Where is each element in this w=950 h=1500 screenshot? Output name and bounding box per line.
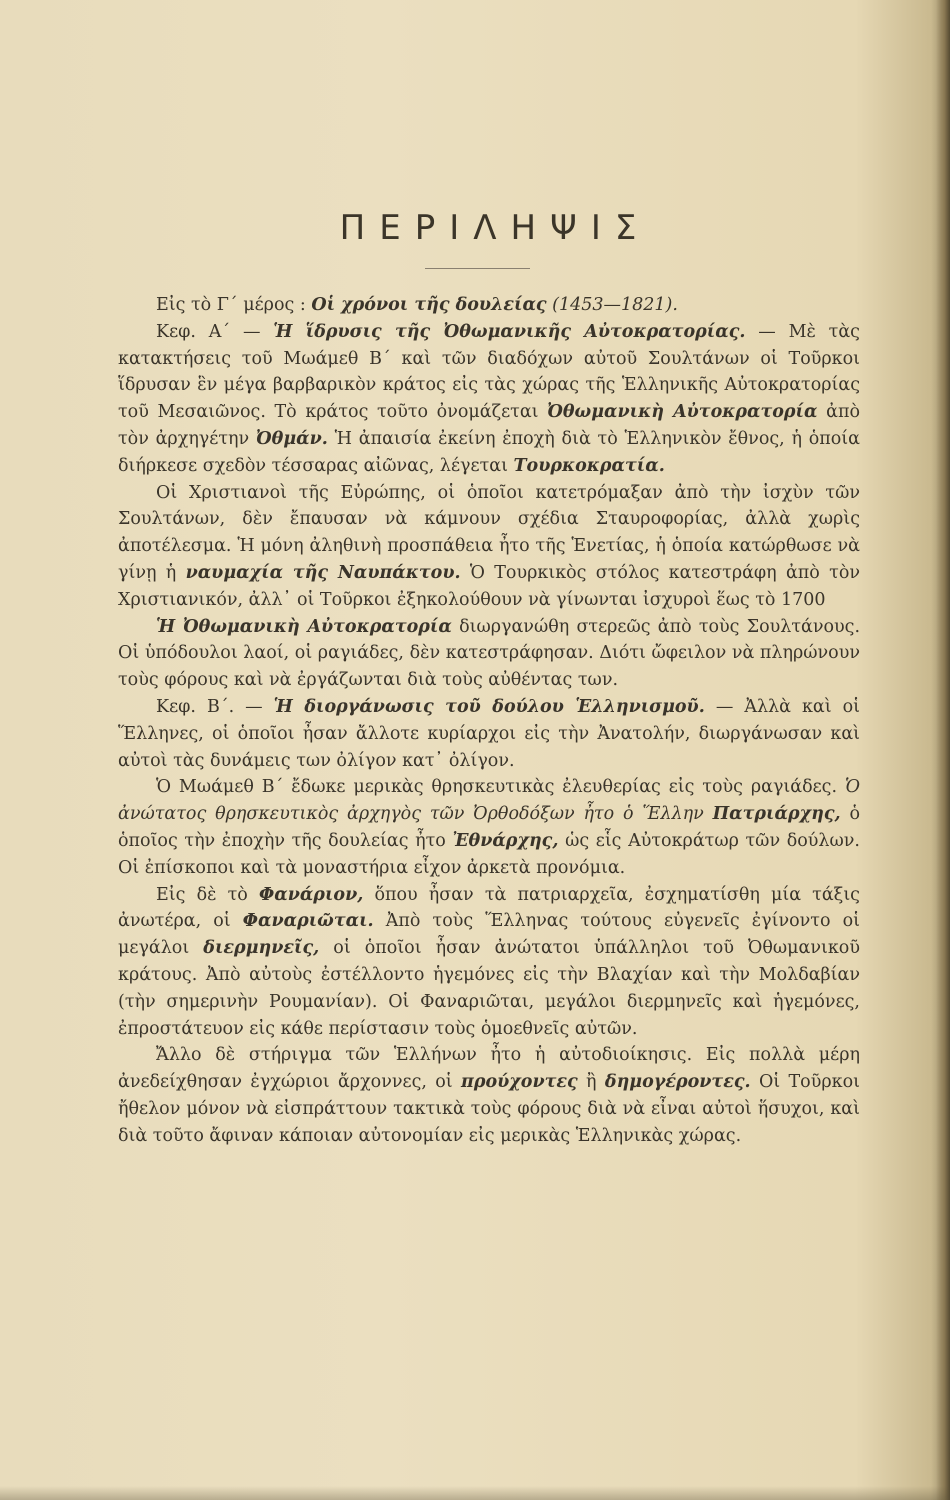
chapter-a-paragraph-1 — [118, 319, 860, 480]
emphasis-term: Φανάριον, — [258, 884, 364, 905]
chapter-b-text: ἢ — [586, 1072, 597, 1093]
emphasis-term: δημογέροντες. — [604, 1072, 751, 1093]
chapter-b-text: οἱ ὁποῖοι ἦσαν ἀνώτατοι ὑπάλληλοι τοῦ Ὀθωμανικοῦ κράτους. Ἀπὸ αὐτοὺς ἐστέλλοντο ἡγεμόνες εἰς τὴν Βλαχίαν καὶ τὴν Μολδαβίαν (τὴν σημερινὴν Ρουμανίαν). Οἱ Φαναριῶται, μεγάλοι διερμηνεῖς καὶ ἡγεμόνες, ἐπροστάτευον εἰς κάθε περίστασιν τοὺς ὁμοεθνεῖς αὐτῶν. — [118, 938, 860, 1039]
part-heading-line — [118, 292, 860, 319]
part-heading: Οἱ χρόνοι τῆς δουλείας — [311, 295, 547, 315]
chapter-b-paragraph-3 — [118, 882, 860, 1043]
chapter-a-text: Ὁ Τουρκικὸς στόλος κατεστράφη ἀπὸ τὸν Χριστιανικόν, ἀλλ᾽ οἱ Τοῦρκοι ἐξηκολούθουν νὰ γίνωνται ἰσχυροὶ ἕως τὸ 1700 — [118, 562, 860, 610]
emphasis-term: Πατριάρχης, — [712, 804, 841, 825]
emphasis-term: διερμηνεῖς, — [203, 938, 320, 959]
emphasis-term: Φαναριῶται. — [242, 911, 374, 932]
chapter-b-text: Εἰς δὲ τὸ — [156, 884, 248, 905]
chapter-a-text: — Μὲ τὰς κατακτήσεις τοῦ Μωάμεθ Β΄ καὶ τῶν διαδόχων αὐτοῦ Σουλτάνων οἱ Τοῦρκοι ἵδρυσαν ἓν μέγα βαρβαρικὸν κράτος εἰς τὰς χώρας τῆς Ἑλληνικῆς Αὐτοκρατορίας τοῦ Μεσαιῶνος. Τὸ κράτος τοῦτο ὀνομάζεται — [118, 321, 860, 423]
emphasis-term: Ἐθνάρχης, — [452, 830, 559, 851]
title-divider — [425, 268, 530, 269]
part-lead: Εἰς τὸ Γ΄ μέρος : — [156, 295, 306, 315]
chapter-b-paragraph-1 — [118, 694, 860, 774]
chapter-a-paragraph-3 — [118, 614, 860, 694]
page-title: ΠΕΡΙΛΗΨΙΣ — [339, 208, 651, 248]
emphasis-term: προύχοντες — [461, 1072, 578, 1093]
chapter-a-label: Κεφ. Α΄ — — [156, 321, 261, 342]
chapter-b-text: ὅπου ἦσαν τὰ πατριαρχεῖα, ἐσχηματίσθη μία τάξις ἀνωτέρα, οἱ — [118, 884, 860, 932]
chapter-a-text: Ἡ ἀπαισία ἐκείνη ἐποχὴ διὰ τὸ Ἑλληνικὸν ἔθνος, ἡ ὁποία διήρκεσε σχεδὸν τέσσαρας αἰῶνας, λέγεται — [118, 428, 860, 476]
emphasis-term: ναυμαχία τῆς Ναυπάκτου. — [185, 562, 461, 583]
chapter-a-text: ἀπὸ τὸν ἀρχηγέτην — [118, 402, 860, 449]
chapter-b-label: Κεφ. Β΄. — — [156, 696, 263, 717]
chapter-b-paragraph-2 — [118, 774, 860, 881]
chapter-b-heading: Ἡ διοργάνωσις τοῦ δούλου Ἑλληνισμοῦ. — [273, 696, 705, 717]
chapter-b-text: Οἱ Τοῦρκοι ἤθελον μόνον νὰ εἰσπράττουν τακτικὰ τοὺς φόρους διὰ νὰ εἶναι αὐτοὶ ἥσυχοι, καὶ διὰ τοῦτο ἄφιναν κάποιαν αὐτονομίαν εἰς μερικὰς Ἑλληνικὰς χώρας. — [118, 1072, 860, 1146]
chapter-a-paragraph-2 — [118, 480, 860, 614]
chapter-b-text: — Ἀλλὰ καὶ οἱ Ἕλληνες, οἱ ὁποῖοι ἦσαν ἄλλοτε κυρίαρχοι εἰς τὴν Ἀνατολήν, διωργάνωσαν καὶ αὐτοὶ τὰς δυνάμεις των ὀλίγον κατ᾽ ὀλίγον. — [118, 696, 860, 771]
emphasis-term: Τουρκοκρατία. — [513, 455, 665, 476]
chapter-a-text: διωργανώθη στερεῶς ἀπὸ τοὺς Σουλτάνους. Οἱ ὑπόδουλοι λαοί, οἱ ραγιάδες, δὲν κατεστράφησαν. Διότι ὤφειλον νὰ πληρώνουν τοὺς φόρους καὶ νὰ ἐργάζωνται διὰ τοὺς αὐθέντας των. — [118, 616, 861, 691]
chapter-a-text: Οἱ Χριστιανοὶ τῆς Εὐρώπης, οἱ ὁποῖοι κατετρόμαξαν ἀπὸ τὴν ἰσχὺν τῶν Σουλτάνων, δὲν ἔπαυσαν νὰ κάμνουν σχέδια Σταυροφορίας, ἀλλὰ χωρὶς ἀποτέλεσμα. Ἡ μόνη ἀληθινὴ προσπάθεια ἦτο τῆς Ἑνετίας, ἡ ὁποία κατώρθωσε νὰ γίνῃ ἡ — [118, 482, 860, 583]
chapter-b-paragraph-4 — [118, 1042, 860, 1149]
part-dates: (1453—1821). — [552, 295, 678, 315]
emphasis-term: Ὀθωμανικὴ Αὐτοκρατορία — [547, 402, 818, 423]
emphasis-term: Ὀθμάν. — [255, 428, 328, 449]
chapter-b-text: Ἄλλο δὲ στήριγμα τῶν Ἑλλήνων ἦτο ἡ αὐτοδιοίκησις. Εἰς πολλὰ μέρη ἀνεδείχθησαν ἐγχώριοι ἄρχοννες, οἱ — [118, 1045, 860, 1093]
chapter-b-text: ὁ ὁποῖος τὴν ἐποχὴν τῆς δουλείας ἦτο — [118, 804, 860, 851]
chapter-b-text: Ὁ ἀνώτατος θρησκευτικὸς ἀρχηγὸς τῶν Ὀρθοδόξων ἦτο ὁ Ἕλλην — [118, 777, 860, 825]
page-bottom-shadow — [0, 1486, 950, 1500]
emphasis-term: Ἡ Ὀθωμανικὴ Αὐτοκρατορία — [156, 616, 452, 637]
chapter-b-text: Ἀπὸ τοὺς Ἕλληνας τούτους εὐγενεῖς ἐγίνοντο οἱ μεγάλοι — [118, 911, 860, 959]
summary-text — [118, 292, 860, 1150]
chapter-a-heading: Ἡ ἵδρυσις τῆς Ὀθωμανικῆς Αὐτοκρατορίας. — [273, 321, 746, 342]
chapter-b-text: Ὁ Μωάμεθ Β΄ ἔδωκε μερικὰς θρησκευτικὰς ἐλευθερίας εἰς τοὺς ραγιάδες. — [156, 777, 838, 798]
chapter-b-text: ὡς εἷς Αὐτοκράτωρ τῶν δούλων. Οἱ ἐπίσκοποι καὶ τὰ μοναστήρια εἶχον ἀρκετὰ προνόμια. — [118, 830, 860, 878]
